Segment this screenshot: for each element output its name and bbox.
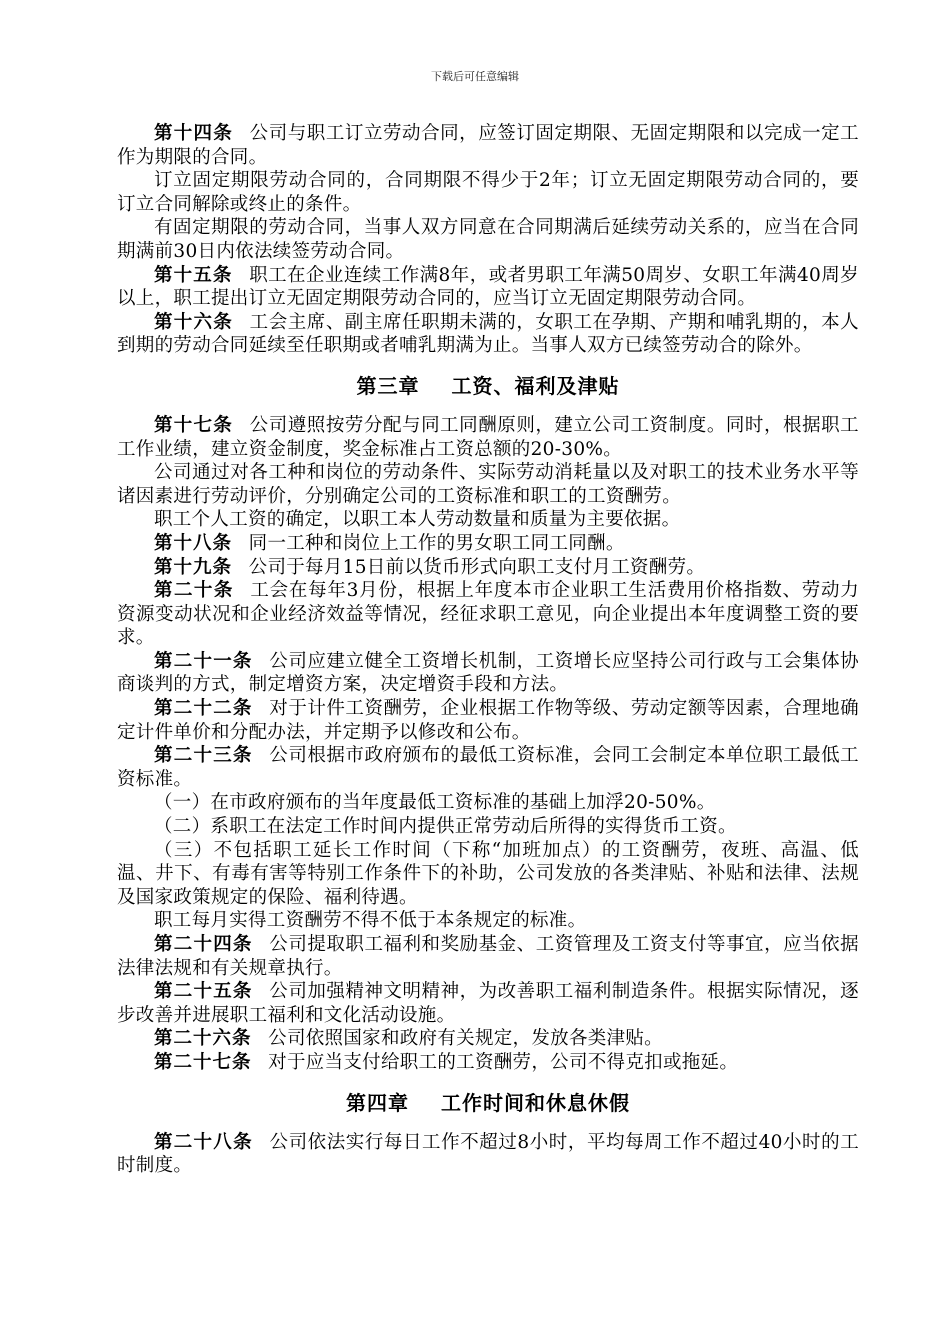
article-paragraph xyxy=(117,216,859,263)
article-paragraph xyxy=(117,508,859,532)
paragraph-text: 订立固定期限劳动合同的，合同期限不得少于2年；订立无固定期限劳动合同的，要订立合同解除或终止的条件。 xyxy=(117,170,859,215)
paragraph-text: 公司提取职工福利和奖励基金、工资管理及工资支付等事宜，应当依据法律法规和有关规章执行。 xyxy=(117,934,859,979)
article-paragraph xyxy=(117,980,859,1027)
paragraph-text: 公司依照国家和政府有关规定，发放各类津贴。 xyxy=(268,1028,663,1050)
article-number: 第十八条 xyxy=(154,532,233,554)
paragraph-text: 公司加强精神文明精神，为改善职工福利制造条件。根据实际情况，逐步改善并进展职工福利和文化活动设施。 xyxy=(117,981,859,1026)
article-paragraph xyxy=(117,815,859,839)
chapter-number: 第四章 xyxy=(346,1090,409,1115)
article-paragraph xyxy=(117,839,859,910)
article-number: 第二十八条 xyxy=(154,1131,253,1153)
paragraph-text: 公司应建立健全工资增长机制，工资增长应坚持公司行政与工会集体协商谈判的方式，制定增资方案，决定增资手段和方法。 xyxy=(117,650,859,696)
paragraph-text: 职工每月实得工资酬劳不得不低于本条规定的标准。 xyxy=(154,910,587,932)
article-number: 第十四条 xyxy=(154,123,233,144)
article-number: 第二十二条 xyxy=(154,698,253,720)
paragraph-text: 职工在企业连续工作满8年，或者男职工年满50周岁、女职工年满40周岁以上，职工提出订立无固定期限劳动合同的，应当订立无固定期限劳动合同。 xyxy=(117,264,859,310)
article-paragraph xyxy=(117,311,859,358)
article-number: 第二十五条 xyxy=(154,981,253,1003)
article-number: 第二十三条 xyxy=(154,745,253,767)
paragraph-text: （三）不包括职工延长工作时间（下称“加班加点）的工资酬劳，夜班、高温、低温、井下、有毒有害等特别工作条件下的补助，公司发放的各类津贴、补贴和法律、法规及国家政策规定的保险、福利待遇。 xyxy=(117,839,859,908)
article-number: 第二十四条 xyxy=(154,934,253,955)
article-paragraph xyxy=(117,556,859,580)
article-paragraph xyxy=(117,791,859,815)
chapter-heading xyxy=(117,1089,859,1117)
paragraph-text: （一）在市政府颁布的当年度最低工资标准的基础上加浮20-50%。 xyxy=(154,792,716,814)
paragraph-text: 公司遵照按劳分配与同工同酬原则，建立公司工资制度。同时，根据职工工作业绩，建立资金制度，奖金标准占工资总额的20-30%。 xyxy=(117,414,859,460)
chapter-title: 工资、福利及津贴 xyxy=(451,373,620,398)
paragraph-text: 公司于每月15日前以货币形式向职工支付月工资酬劳。 xyxy=(248,556,706,578)
chapter-number: 第三章 xyxy=(356,373,420,398)
article-number: 第二十条 xyxy=(154,580,234,602)
article-paragraph xyxy=(117,933,859,980)
article-number: 第十五条 xyxy=(154,264,233,286)
paragraph-text: 有固定期限的劳动合同，当事人双方同意在合同期满后延续劳动关系的，应当在合同期满前30日内依法续签劳动合同。 xyxy=(117,217,859,262)
article-paragraph xyxy=(117,1051,859,1075)
paragraph-text: （二）系职工在法定工作时间内提供正常劳动后所得的实得货币工资。 xyxy=(154,816,737,838)
article-number: 第十七条 xyxy=(154,414,233,436)
article-paragraph xyxy=(117,532,859,556)
article-paragraph xyxy=(117,461,859,508)
article-paragraph xyxy=(117,579,859,650)
chapter-title: 工作时间和休息休假 xyxy=(441,1090,630,1115)
document-body xyxy=(117,122,859,1178)
article-number: 第二十一条 xyxy=(154,650,253,672)
article-paragraph xyxy=(117,1131,859,1178)
article-paragraph xyxy=(117,169,859,216)
article-number: 第二十六条 xyxy=(154,1028,252,1050)
paragraph-text: 公司根据市政府颁布的最低工资标准，会同工会制定本单位职工最低工资标准。 xyxy=(117,745,859,790)
paragraph-text: 工会在每年3月份，根据上年度本市企业职工生活费用价格指数、劳动力资源变动状况和企业经济效益等情况，经征求职工意见，向企业提出本年度调整工资的要求。 xyxy=(117,580,859,649)
article-paragraph xyxy=(117,264,859,311)
article-paragraph xyxy=(117,697,859,744)
paragraph-text: 对于应当支付给职工的工资酬劳，公司不得克扣或拖延。 xyxy=(268,1051,739,1073)
article-number: 第十九条 xyxy=(154,556,233,578)
paragraph-text: 职工个人工资的确定，以职工本人劳动数量和质量为主要依据。 xyxy=(154,509,681,531)
paragraph-text: 对于计件工资酬劳，企业根据工作物等级、劳动定额等因素，合理地确定计件单价和分配办法，并定期予以修改和公布。 xyxy=(117,698,859,743)
paragraph-text: 公司依法实行每日工作不超过8小时，平均每周工作不超过40小时的工时制度。 xyxy=(117,1131,859,1177)
article-number: 第十六条 xyxy=(154,311,233,333)
paragraph-text: 工会主席、副主席任职期未满的，女职工在孕期、产期和哺乳期的，本人到期的劳动合同延续至任职期或者哺乳期满为止。当事人双方已续签劳动合的除外。 xyxy=(117,311,859,357)
article-number: 第二十七条 xyxy=(154,1051,252,1073)
paragraph-text: 公司通过对各工种和岗位的劳动条件、实际劳动消耗量以及对职工的技术业务水平等诸因素进行劳动评价，分别确定公司的工资标准和职工的工资酬劳。 xyxy=(117,462,859,507)
article-paragraph xyxy=(117,650,859,697)
article-paragraph xyxy=(117,909,859,933)
article-paragraph xyxy=(117,122,859,169)
header-note: 下载后可任意编辑 xyxy=(431,70,519,83)
paragraph-text: 同一工种和岗位上工作的男女职工同工同酬。 xyxy=(248,532,625,554)
paragraph-text: 公司与职工订立劳动合同，应签订固定期限、无固定期限和以完成一定工作为期限的合同。 xyxy=(117,123,859,168)
article-paragraph xyxy=(117,744,859,791)
chapter-heading xyxy=(117,372,859,400)
article-paragraph xyxy=(117,414,859,461)
article-paragraph xyxy=(117,1027,859,1051)
